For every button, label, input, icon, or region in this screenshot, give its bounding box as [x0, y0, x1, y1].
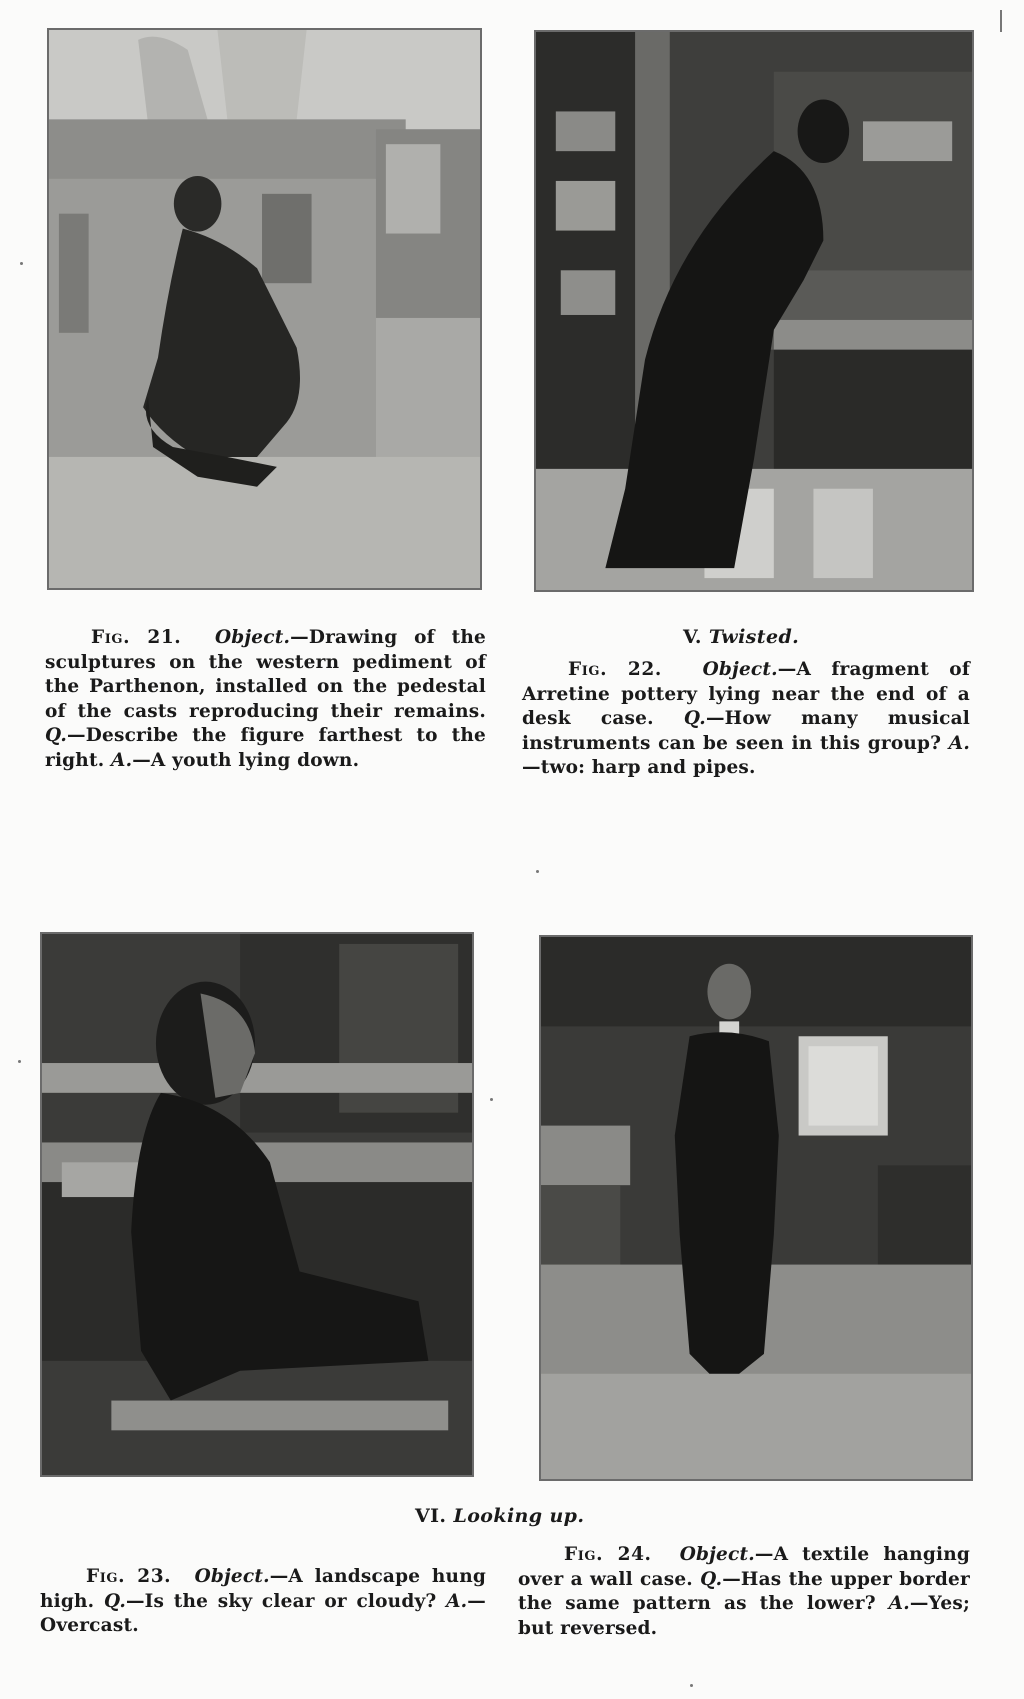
print-speck [690, 1684, 693, 1687]
caption-fig-21 [45, 626, 486, 773]
print-speck [20, 262, 23, 265]
section-title-text: Looking up. [453, 1505, 585, 1527]
object-text: —A fragment of Arretine pottery lying near the end of a desk case. [522, 659, 970, 729]
print-speck [536, 870, 539, 873]
question-label: Q. [700, 1568, 723, 1590]
object-text: —A landscape hung high. [40, 1566, 486, 1612]
answer-label: A. [948, 732, 970, 754]
object-label: Object. [194, 1566, 270, 1587]
object-label: Object. [214, 627, 291, 648]
object-label: Object. [702, 659, 778, 680]
question-text: —Is the sky clear or cloudy? [125, 1590, 437, 1612]
section-title-text: Twisted. [708, 626, 800, 648]
photo-man-seated-looking-up [40, 932, 474, 1477]
question-text: —Has the upper border the same pattern as the lower? [518, 1568, 970, 1614]
object-text: —A textile hanging over a wall case. [518, 1544, 970, 1590]
print-speck [18, 1060, 21, 1063]
photo-man-at-case [534, 30, 974, 592]
answer-label: A. [446, 1590, 468, 1612]
fig-label: Fig. 21. [91, 627, 182, 648]
section-numeral: V. [683, 626, 702, 648]
object-label: Object. [679, 1544, 755, 1565]
fig-label: Fig. 24. [564, 1544, 652, 1565]
photo-crouching-man [47, 28, 482, 590]
fig-label: Fig. 23. [86, 1566, 172, 1587]
caption-fig-23 [40, 1565, 486, 1639]
question-text: —Describe the figure farthest to the right. [45, 725, 486, 771]
answer-label: A. [111, 749, 133, 771]
answer-label: A. [888, 1593, 910, 1614]
section-title-six [415, 1505, 584, 1527]
print-speck [1000, 10, 1002, 32]
section-title-five [683, 626, 799, 648]
answer-text: —A youth lying down. [132, 749, 360, 771]
photo-man-standing-looking-up [539, 935, 973, 1481]
caption-fig-22 [522, 658, 970, 781]
question-label: Q. [45, 725, 68, 746]
question-label: Q. [683, 708, 706, 729]
caption-fig-24 [518, 1543, 970, 1641]
print-speck [490, 1098, 493, 1101]
fig-label: Fig. 22. [568, 659, 662, 680]
answer-text: —two: harp and pipes. [522, 757, 756, 778]
answer-text: —Overcast. [40, 1590, 486, 1636]
question-text: —How many musical instruments can be seen in this group? [522, 708, 970, 754]
section-numeral: VI. [415, 1505, 447, 1527]
answer-text: —Yes; but reversed. [518, 1593, 970, 1639]
object-text: —Drawing of the sculptures on the western pediment of the Parthenon, installed on the pedestal of the casts reproducing their remains. [45, 627, 486, 722]
question-label: Q. [103, 1590, 126, 1612]
